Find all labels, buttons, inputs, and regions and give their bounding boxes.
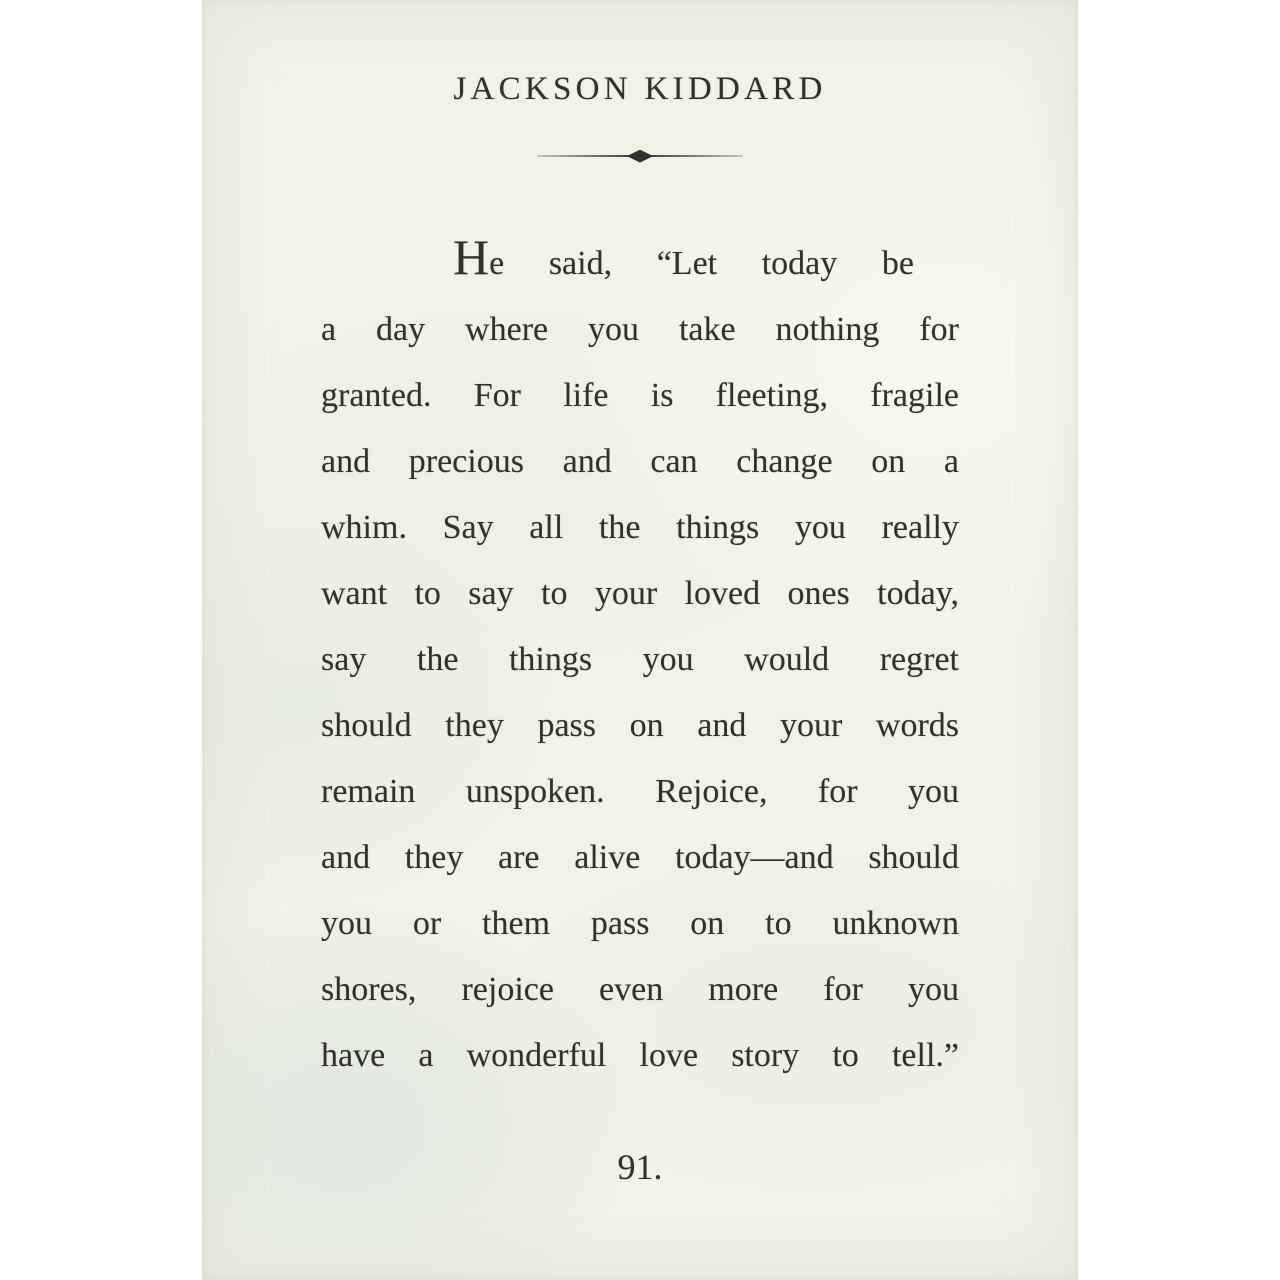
diamond-icon — [627, 150, 653, 163]
quote-line: shores, rejoice even more for you — [321, 970, 959, 1008]
quote-line: and they are alive today—and should — [321, 838, 959, 876]
quote-line: should they pass on and your words — [321, 706, 959, 744]
quote-line: you or them pass on to unknown — [321, 904, 959, 942]
quote-line: say the things you would regret — [321, 640, 959, 678]
quote-line — [321, 228, 959, 297]
quote-line: granted. For life is fleeting, fragile — [321, 376, 959, 414]
book-page — [202, 0, 1078, 1280]
quote-text — [321, 228, 959, 1089]
quote-line-text: e said, “Let today be — [489, 244, 914, 282]
author-title: JACKSON KIDDARD — [453, 71, 827, 107]
divider-line-left — [537, 155, 629, 157]
quote-line: have a wonderful love story to tell.” — [321, 1036, 959, 1074]
quote-line: a day where you take nothing for — [321, 310, 959, 348]
quote-line: want to say to your loved ones today, — [321, 574, 959, 612]
initial-cap: H — [453, 228, 490, 285]
quote-line: whim. Say all the things you really — [321, 508, 959, 546]
ornament-divider — [321, 150, 959, 163]
quote-line: and precious and can change on a — [321, 442, 959, 480]
quote-line: remain unspoken. Rejoice, for you — [321, 772, 959, 810]
divider-line-right — [651, 155, 743, 157]
page-number: 91. — [617, 1146, 663, 1187]
